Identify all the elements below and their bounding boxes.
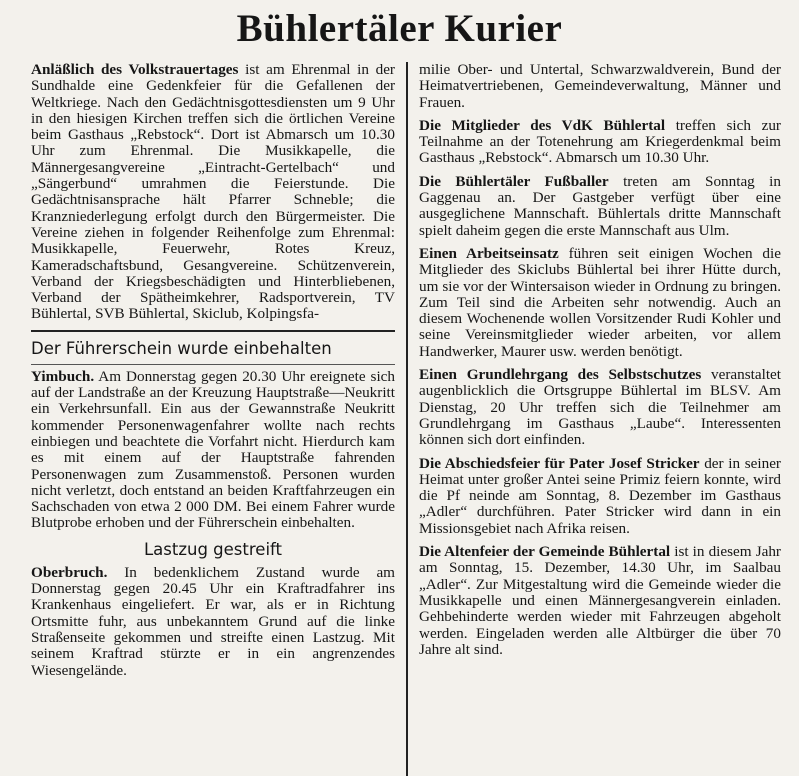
- article-lead: Einen Grundlehrgang des Selbstschutzes: [419, 366, 702, 384]
- section-rule: [31, 330, 395, 332]
- article-lead: Die Altenfeier der Gemeinde Bühlertal: [419, 543, 671, 561]
- left-column: [31, 62, 395, 776]
- article-lead: Die Mitglieder des VdK Bühlertal: [419, 116, 666, 134]
- article-abschiedsfeier: [419, 456, 781, 537]
- article-text: milie Ober- und Untertal, Schwarzwaldverein, Bund der Heimatvertriebenen, Gemeindeverwaltung, Männer und Frauen.: [419, 61, 781, 111]
- article-text: führen seit einigen Wochen die Mitglieder des Skiclubs Bühlertal bei ihrer Hütte durch, um sie vor der Wintersaison wieder in Ordnung zu bringen. Zum Teil sind die Arbeiten sehr notwendig. Auch an diesem Wochenende wollen Vorsitzender Rudi Kohler und seine Vereinsmitglieder wieder arbeiten, vor allem Handwerker, Maurer usw. werden benötigt.: [419, 244, 781, 360]
- right-column: [419, 62, 781, 776]
- article-body: [31, 565, 395, 679]
- article-body: [419, 544, 781, 658]
- article-body: [419, 456, 781, 537]
- article-body: [419, 118, 781, 167]
- column-divider: [406, 62, 408, 776]
- article-text: Am Donnerstag gegen 20.30 Uhr ereignete sich auf der Landstraße an der Kreuzung Hauptstraße—Neukritt ein Verkehrsunfall. Ein aus der Gewannstraße Neukritt kommender Personenwagenfahrer wollte nach rechts einbiegen und beachtete die Vorfahrt nicht. Hierdurch kam es mit einem auf der Hauptstraße fahrenden Personenwagen zum Zusammenstoß. Personen wurden nicht verletzt, doch entstand an beiden Kraftfahrzeugen ein Sachschaden von etwa 2 000 DM. Bei einem Fahrer wurde Blutprobe erhoben und der Führerschein einbehalten.: [31, 367, 395, 532]
- article-fussballer: [419, 174, 781, 239]
- article-text: veranstaltet augenblicklich die Ortsgruppe Bühlertal im BLSV. Am Dienstag, 20 Uhr treffen sich die Teilnehmer am Grundlehrgang im Gasthaus „Laube“. Interessenten können sich dort einfinden.: [419, 366, 782, 449]
- article-body: [419, 367, 781, 448]
- article-continuation: [419, 62, 781, 111]
- article-lead: Oberbruch.: [31, 563, 108, 581]
- article-body: [31, 369, 395, 532]
- article-lead: Einen Arbeitseinsatz: [419, 244, 559, 262]
- article-fuehrerschein: [31, 338, 395, 532]
- article-vdk: [419, 118, 781, 167]
- article-lead: Yimbuch.: [31, 367, 95, 385]
- article-text: treten am Sonntag in Gaggenau an. Der Gastgeber verfügt über eine ausgeglichene Mannschaft. Bühlertals dritte Mannschaft spielt daheim gegen die erste Mannschaft aus Ulm.: [419, 172, 781, 239]
- article-body: [419, 246, 781, 360]
- article-body: [31, 62, 395, 323]
- article-lastzug: [31, 539, 395, 679]
- article-lead: Die Abschiedsfeier für Pater Josef Stricker: [419, 454, 700, 472]
- article-altenfeier: [419, 544, 781, 658]
- article-selbstschutz: [419, 367, 781, 448]
- article-text: der in seiner Heimat unter großer Antei seine Primiz feiern konnte, wird die Pf neinde am Sonntag, 8. Dezember im Gasthaus „Adler“ durchführen. Pater Stricker wird dann in ein Missionsgebiet nach Afrika reisen.: [419, 454, 781, 537]
- article-arbeitseinsatz: [419, 246, 781, 360]
- masthead-title: Bühlertäler Kurier: [236, 7, 563, 50]
- article-volkstrauertag: [31, 62, 395, 323]
- article-text: ist in diesem Jahr am Sonntag, 15. Dezember, 14.30 Uhr, im Saalbau „Adler“. Zur Mitgestaltung wird die Gemeinde wieder die Musikkapelle und einen Männergesangverein einladen. Gehbehinderte werden wieder mit Fahrzeugen abgeholt werden. Eingeladen werden alle Altbürger die über 70 Jahre alt sind.: [419, 543, 781, 658]
- article-lead: Anläßlich des Volkstrauertages: [31, 61, 239, 78]
- article-text: ist am Ehrenmal in der Sundhalde eine Gedenkfeier für die Gefallenen der Weltkriege. Nach den Gedächtnisgottesdiensten um 9 Uhr in den hiesigen Kirchen treffen sich die örtlichen Vereine beim Gasthaus „Rebstock“. Dort ist Abmarsch um 10.30 Uhr zum Ehrenmal. Die Musikkapelle, die Männergesangvereine „Eintracht-Gertelbach“ und „Sängerbund“ umrahmen die Feierstunde. Die Gedächtnisansprache hält Pfarrer Schneble; die Kranzniederlegung erfolgt durch den Bürgermeister. Die Vereine ziehen in folgender Reihenfolge zum Ehrenmal: Musikkapelle, Feuerwehr, Rotes Kreuz, Kameradschaftsbund, Gesangvereine. Schützenverein, Verband der Kriegsbeschädigten und Hinterbliebenen, Verband der Spätheimkehrer, Radsportverein, TV Bühlertal, SVB Bühlertal, Skiclub, Kolpingsfa-: [31, 61, 395, 323]
- headline-rule: [31, 364, 395, 365]
- article-headline: Der Führerschein wurde einbehalten: [31, 338, 332, 358]
- article-text: In bedenklichem Zustand wurde am Donnerstag gegen 20.45 Uhr ein Kraftradfahrer ins Krankenhaus eingeliefert. Er war, als er in Richtung Ortsmitte fuhr, aus unbekanntem Grund auf die linke Straßenseite gekommen und streifte einen Lastzug. Mit seinem Kraftrad stürzte er in ein angrenzendes Wiesengelände.: [31, 563, 395, 679]
- article-headline: Lastzug gestreift: [143, 539, 283, 559]
- article-text: treffen sich zur Teilnahme an der Totenehrung am Kriegerdenkmal beim Gasthaus „Rebstock“. Abmarsch um 10.30 Uhr.: [419, 116, 781, 167]
- article-lead: Die Bühlertäler Fußballer: [419, 172, 609, 190]
- article-body: [419, 174, 781, 239]
